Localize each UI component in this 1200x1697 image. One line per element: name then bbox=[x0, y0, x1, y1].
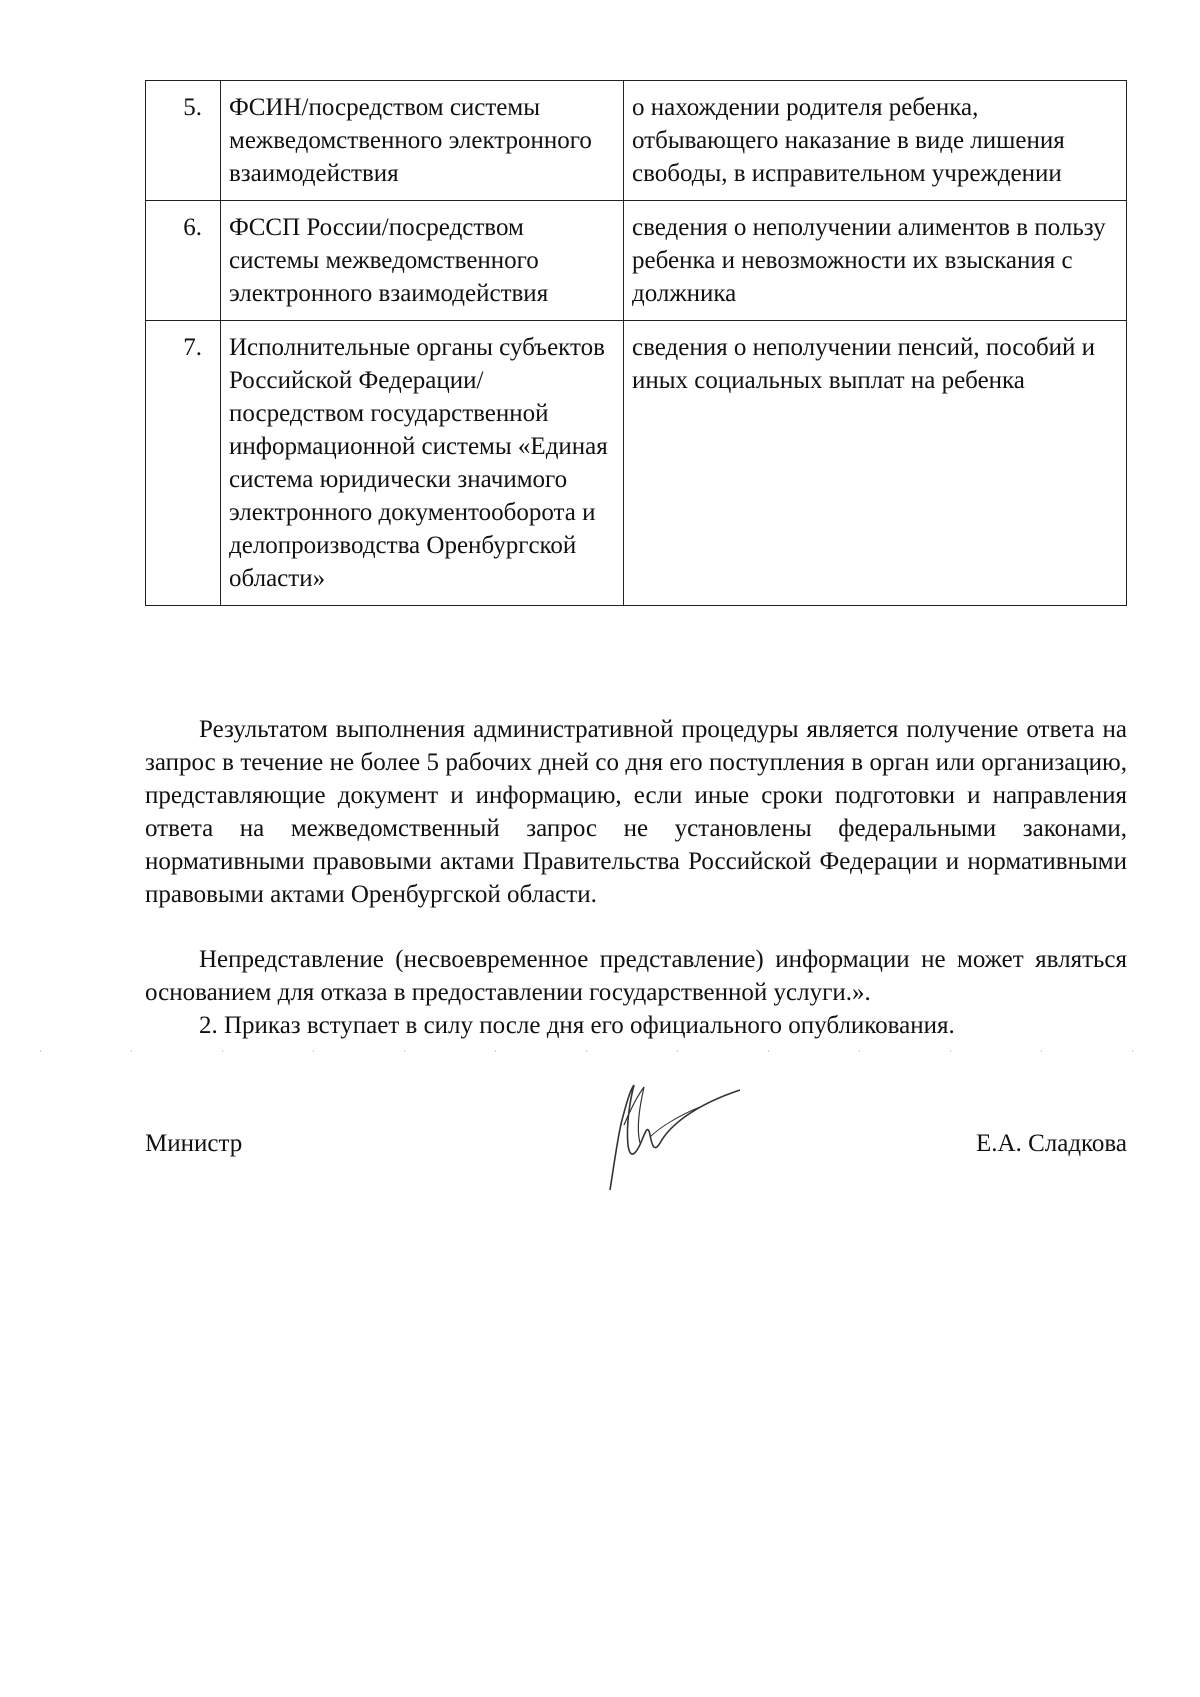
signatory-position: Министр bbox=[145, 1130, 243, 1157]
row-information: сведения о неполучении пенсий, пособий и иных социальных выплат на ребенка bbox=[624, 321, 1127, 606]
row-number: 6. bbox=[146, 201, 221, 321]
scan-dotted-line bbox=[0, 1050, 1200, 1052]
row-organization: ФССП России/посредством системы межведомственного электронного взаимодействия bbox=[221, 201, 624, 321]
row-number: 5. bbox=[146, 81, 221, 201]
result-paragraph: Результатом выполнения административной процедуры является получение ответа на запрос в течение не более 5 рабочих дней со дня его поступления в орган или организацию, представляющие документ и информацию, если иные сроки подготовки и направления ответа на межведомственный запрос не установлены федеральными законами, нормативными правовыми актами Правительства Российской Федерации и нормативными правовыми актами Оренбургской области. bbox=[145, 716, 1127, 908]
nonprovision-paragraph: Непредставление (несвоевременное представление) информации не может являться основанием для отказа в предоставлении государственной услуги.». bbox=[145, 946, 1127, 1006]
effective-date-paragraph: 2. Приказ вступает в силу после дня его официального опубликования. bbox=[199, 1012, 955, 1039]
row-number: 7. bbox=[146, 321, 221, 606]
agencies-table bbox=[145, 80, 1127, 606]
row-organization: ФСИН/посредством системы межведомственного электронного взаимодействия bbox=[221, 81, 624, 201]
row-organization: Исполнительные органы субъектов Российской Федерации/посредством государственной информационной системы «Единая система юридически значимого электронного документооборота и делопроизводства Оренбургской области» bbox=[221, 321, 624, 606]
handwritten-signature bbox=[600, 1065, 750, 1195]
row-information: сведения о неполучении алиментов в пользу ребенка и невозможности их взыскания с должника bbox=[624, 201, 1127, 321]
table-row bbox=[146, 81, 1127, 201]
signatory-name: Е.А. Сладкова bbox=[976, 1130, 1127, 1157]
row-information: о нахождении родителя ребенка, отбывающего наказание в виде лишения свободы, в исправительном учреждении bbox=[624, 81, 1127, 201]
table-row bbox=[146, 201, 1127, 321]
table-row bbox=[146, 321, 1127, 606]
